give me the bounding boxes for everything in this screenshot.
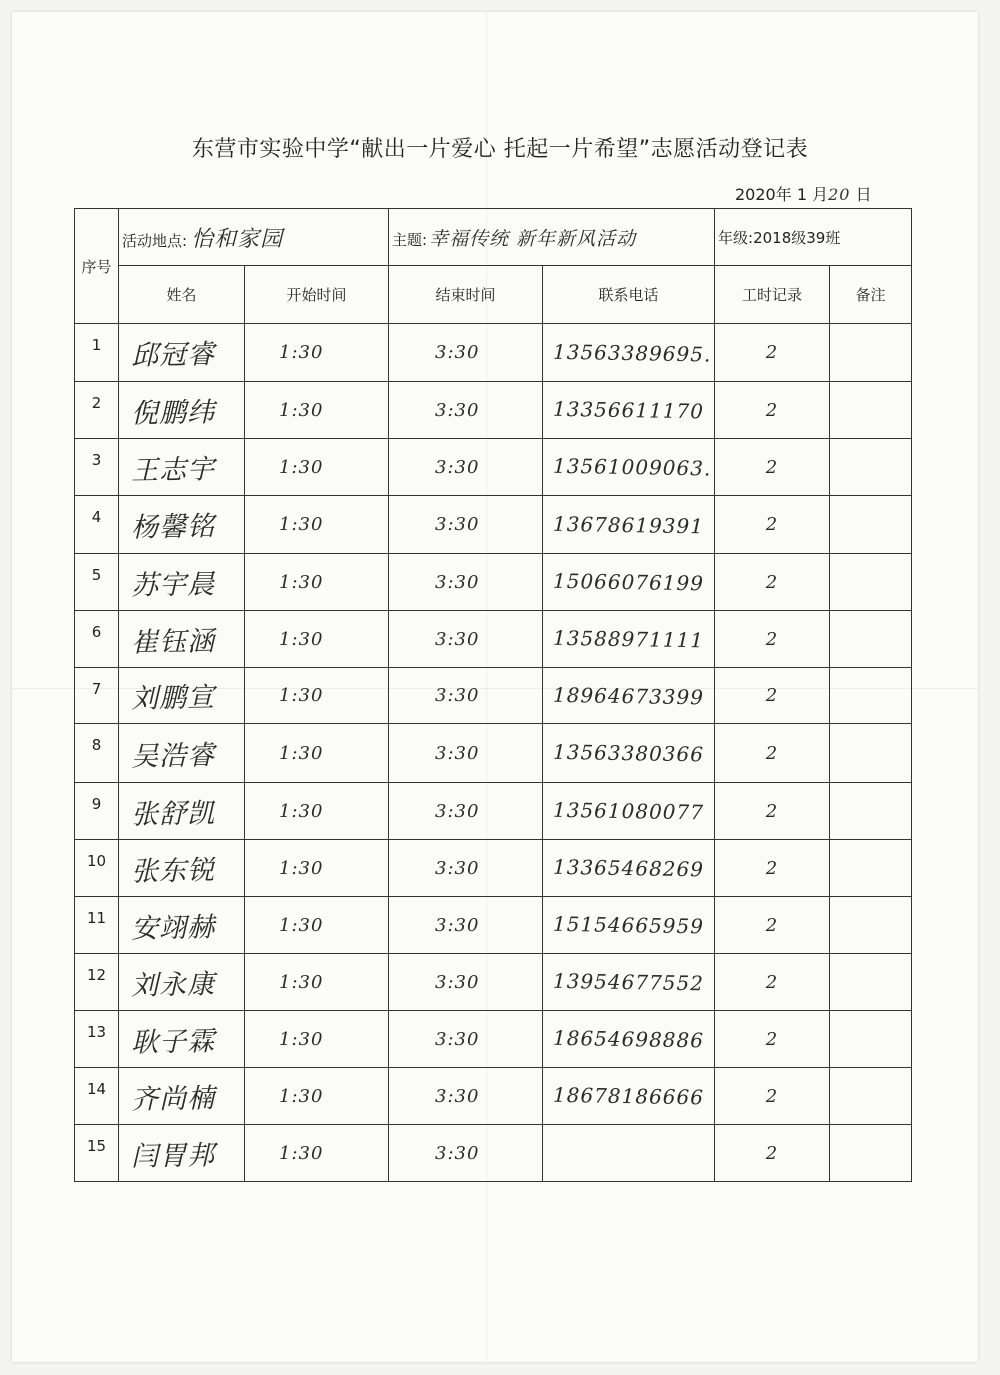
- index-header: 序号: [75, 209, 119, 324]
- row-hours: 2: [765, 857, 779, 879]
- column-header-row: [75, 266, 912, 324]
- row-phone: 18678186666: [552, 1082, 705, 1110]
- row-start-time: 1:30: [279, 1085, 324, 1107]
- row-end-time: 3:30: [435, 971, 480, 993]
- row-index: 9: [91, 795, 102, 813]
- row-name: 苏宇晨: [130, 568, 216, 602]
- row-name: 吴浩睿: [130, 739, 216, 773]
- row-start-time: 1:30: [279, 514, 324, 535]
- row-start-time: 1:30: [279, 1028, 324, 1050]
- row-phone: 18964673399: [552, 682, 705, 709]
- row-hours: 2: [765, 571, 779, 593]
- row-name: 王志宇: [130, 453, 216, 487]
- row-start-time: 1:30: [279, 914, 324, 936]
- row-phone: 15066076199: [552, 568, 705, 596]
- row-phone: 13365468269: [552, 854, 705, 882]
- row-name: 杨馨铭: [130, 511, 216, 544]
- row-hours: 2: [765, 971, 779, 993]
- row-hours: 2: [765, 456, 779, 478]
- table-row: [75, 668, 912, 724]
- row-hours: 2: [765, 914, 779, 936]
- row-name: 闫胃邦: [130, 1139, 216, 1173]
- col-header-note: 备注: [830, 266, 912, 324]
- row-end-time: 3:30: [435, 1085, 480, 1107]
- table-row: [75, 439, 912, 496]
- grade-cell: [715, 209, 912, 266]
- row-end-time: 3:30: [435, 857, 480, 879]
- row-name: 崔钰涵: [130, 625, 216, 659]
- row-start-time: 1:30: [279, 571, 324, 593]
- date-year: 2020年: [735, 185, 792, 204]
- row-hours: 2: [765, 628, 779, 650]
- col-header-start: 开始时间: [245, 266, 389, 324]
- row-start-time: 1:30: [279, 742, 324, 764]
- row-index: 5: [91, 566, 102, 584]
- row-end-time: 3:30: [435, 514, 480, 535]
- row-name: 张东锐: [130, 854, 216, 888]
- row-phone: 18654698886: [552, 1025, 705, 1053]
- row-end-time: 3:30: [435, 399, 480, 421]
- row-phone: 13563389695.: [552, 339, 712, 366]
- row-name: 刘鹏宣: [130, 682, 216, 715]
- table-row: [75, 783, 912, 840]
- table-row: [75, 496, 912, 554]
- table-row: [75, 554, 912, 611]
- row-start-time: 1:30: [279, 456, 324, 478]
- row-index: 7: [91, 680, 102, 698]
- location-value: 怡和家园: [191, 226, 284, 252]
- row-start-time: 1:30: [279, 628, 324, 650]
- row-index: 11: [86, 909, 107, 927]
- grade-label: 年级:: [718, 228, 754, 247]
- row-phone: 13356611170: [552, 396, 705, 424]
- row-hours: 2: [765, 399, 779, 421]
- row-index: 15: [86, 1137, 107, 1155]
- row-end-time: 3:30: [435, 742, 480, 764]
- table-row: [75, 1125, 912, 1182]
- table-row: [75, 954, 912, 1011]
- row-index: 8: [91, 736, 102, 754]
- table-row: [75, 724, 912, 783]
- row-hours: 2: [765, 1142, 779, 1164]
- row-hours: 2: [765, 342, 779, 363]
- row-start-time: 1:30: [279, 342, 324, 363]
- topic-label: 主题:: [392, 230, 428, 249]
- row-name: 齐尚楠: [130, 1082, 216, 1116]
- row-phone: 13563380366: [552, 739, 705, 767]
- info-row: [75, 209, 912, 266]
- row-index: 4: [91, 508, 102, 526]
- topic-value: 幸福传统 新年新风活动: [429, 227, 637, 250]
- row-index: 10: [86, 852, 107, 870]
- row-phone: 15154665959: [552, 911, 705, 939]
- row-phone: 13678619391: [552, 511, 705, 538]
- row-phone: 13561009063.: [552, 453, 712, 481]
- col-header-phone: 联系电话: [543, 266, 715, 324]
- row-name: 张舒凯: [130, 797, 216, 831]
- row-end-time: 3:30: [435, 342, 480, 363]
- row-phone: 13954677552: [552, 968, 705, 996]
- row-end-time: 3:30: [435, 800, 480, 822]
- row-start-time: 1:30: [279, 971, 324, 993]
- row-index: 13: [86, 1023, 107, 1041]
- topic-cell: [389, 209, 715, 266]
- location-label: 活动地点:: [122, 231, 188, 250]
- row-name: 刘永康: [130, 968, 216, 1002]
- row-start-time: 1:30: [279, 685, 324, 706]
- row-start-time: 1:30: [279, 1142, 324, 1164]
- row-index: 14: [86, 1080, 107, 1098]
- row-end-time: 3:30: [435, 1142, 480, 1164]
- table-row: [75, 897, 912, 954]
- row-hours: 2: [765, 1028, 779, 1050]
- date-day: 20: [828, 185, 851, 204]
- row-hours: 2: [765, 800, 779, 822]
- col-header-hours: 工时记录: [715, 266, 830, 324]
- table-row: [75, 324, 912, 382]
- row-name: 邱冠睿: [130, 339, 216, 372]
- row-name: 倪鹏纬: [130, 396, 216, 430]
- row-end-time: 3:30: [435, 914, 480, 936]
- date-month-label: 月: [812, 185, 829, 204]
- row-phone: 13588971111: [552, 625, 705, 653]
- row-index: 2: [91, 394, 102, 412]
- row-end-time: 3:30: [435, 1028, 480, 1050]
- col-header-end: 结束时间: [389, 266, 543, 324]
- row-name: 耿子霖: [130, 1025, 216, 1059]
- location-cell: [119, 209, 389, 266]
- page-title: 东营市实验中学“献出一片爱心 托起一片希望”志愿活动登记表: [191, 137, 809, 162]
- row-end-time: 3:30: [435, 571, 480, 593]
- form-date: [735, 182, 872, 205]
- row-end-time: 3:30: [435, 685, 480, 706]
- grade-value: 2018级39班: [753, 228, 841, 247]
- row-hours: 2: [765, 1085, 779, 1107]
- row-end-time: 3:30: [435, 456, 480, 478]
- table-row: [75, 1011, 912, 1068]
- table-row: [75, 382, 912, 439]
- row-phone: 13561080077: [552, 797, 705, 825]
- row-index: 12: [86, 966, 107, 984]
- table-row: [75, 1068, 912, 1125]
- date-day-label: 日: [855, 185, 872, 204]
- row-hours: 2: [765, 742, 779, 764]
- row-name: 安翊赫: [130, 911, 216, 945]
- table-row: [75, 840, 912, 897]
- col-header-name: 姓名: [119, 266, 245, 324]
- date-month: 1: [796, 185, 808, 204]
- row-hours: 2: [765, 685, 779, 706]
- row-start-time: 1:30: [279, 800, 324, 822]
- row-end-time: 3:30: [435, 628, 480, 650]
- row-index: 3: [91, 451, 102, 469]
- table-row: [75, 611, 912, 668]
- row-hours: 2: [765, 514, 779, 535]
- row-index: 1: [91, 336, 102, 354]
- row-start-time: 1:30: [279, 857, 324, 879]
- registration-table: [74, 208, 912, 1182]
- row-start-time: 1:30: [279, 399, 324, 421]
- row-index: 6: [91, 623, 102, 641]
